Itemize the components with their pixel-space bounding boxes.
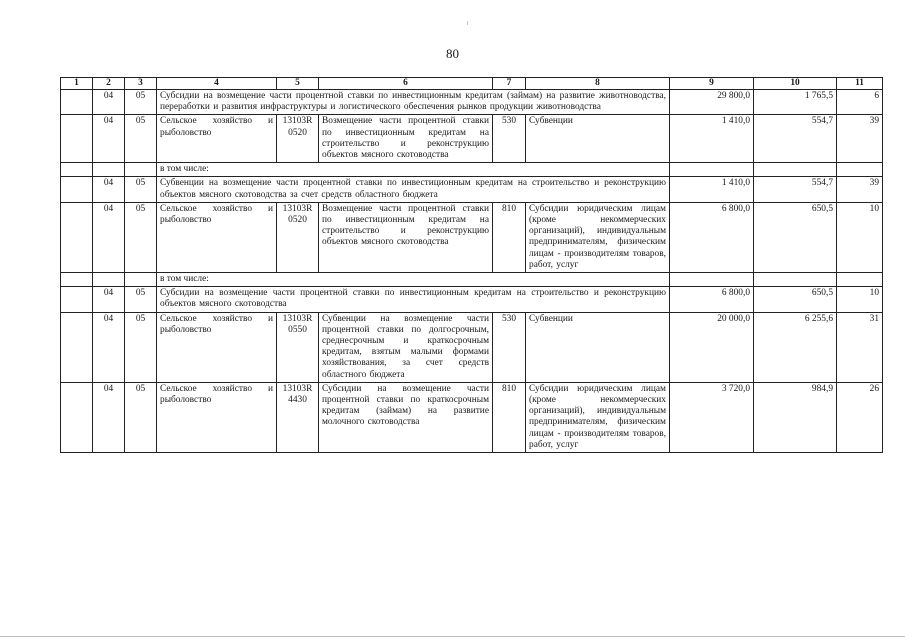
table-row [61,90,883,115]
cell-empty [125,163,157,177]
header-cell-5: 5 [277,78,319,90]
cell-plan-amount: 3 720,0 [670,382,754,452]
cell-subsection: 05 [125,287,157,312]
cell-plan-amount: 6 800,0 [670,202,754,272]
cell-section-name: Сельское хозяйство и рыболовство [157,312,277,382]
cell-empty [670,163,754,177]
cell-empty [61,163,93,177]
header-cell-4: 4 [157,78,277,90]
cell-actual-amount: 554,7 [754,115,837,163]
cell-section: 04 [93,287,125,312]
cell-subsection: 05 [125,115,157,163]
cell-empty [61,312,93,382]
cell-section: 04 [93,177,125,202]
cell-section-name: Сельское хозяйство и рыболовство [157,202,277,272]
header-cell-10: 10 [754,78,837,90]
budget-table [60,77,883,453]
cell-empty [754,163,837,177]
cell-subsection: 05 [125,312,157,382]
cell-section-name: Сельское хозяйство и рыболовство [157,382,277,452]
cell-target-name: Возмещение части процентной ставки по инвестиционным кредитам на строительство и реконструкцию объектов мясного скотоводства [319,115,493,163]
header-cell-9: 9 [670,78,754,90]
cell-description: Субсидии на возмещение части процентной ставки по инвестиционным кредитам (займам) на развитие животноводства, переработки и развития инфраструктуры и логистического обеспечения рынков продукции животноводства [157,90,670,115]
cell-section: 04 [93,382,125,452]
table-row [61,115,883,163]
cell-empty [61,202,93,272]
cell-empty [754,273,837,287]
header-cell-2: 2 [93,78,125,90]
table-row [61,287,883,312]
cell-empty [125,273,157,287]
cell-empty [93,163,125,177]
cell-empty [93,273,125,287]
header-cell-11: 11 [837,78,883,90]
cell-actual-amount: 650,5 [754,287,837,312]
table-row [61,163,883,177]
cell-empty [670,273,754,287]
cell-percent: 10 [837,202,883,272]
cell-actual-amount: 1 765,5 [754,90,837,115]
cell-empty [61,273,93,287]
cell-subsection: 05 [125,382,157,452]
cell-section: 04 [93,90,125,115]
table-row [61,177,883,202]
cell-plan-amount: 1 410,0 [670,115,754,163]
cell-plan-amount: 1 410,0 [670,177,754,202]
cell-target-name: Субсидии на возмещение части процентной ставки по краткосрочным кредитам (займам) на развитие молочного скотоводства [319,382,493,452]
cell-target-code: 13103R 4430 [277,382,319,452]
cell-percent: 10 [837,287,883,312]
cell-empty [61,382,93,452]
cell-section: 04 [93,202,125,272]
cell-empty [61,115,93,163]
subtotal-label: в том числе: [157,273,670,287]
cell-target-name: Возмещение части процентной ставки по инвестиционным кредитам на строительство и реконструкцию объектов мясного скотоводства [319,202,493,272]
header-cell-6: 6 [319,78,493,90]
scan-mark [467,21,468,25]
cell-section: 04 [93,115,125,163]
scan-edge [0,636,905,637]
cell-percent: 31 [837,312,883,382]
cell-expense-code: 530 [493,312,526,382]
cell-target-code: 13103R 0550 [277,312,319,382]
header-cell-3: 3 [125,78,157,90]
header-cell-1: 1 [61,78,93,90]
header-row [61,78,883,90]
cell-expense-type: Субсидии юридическим лицам (кроме некоммерческих организаций), индивидуальным предпринимателям, физическим лицам - производителям товаров, работ, услуг [526,202,670,272]
header-cell-7: 7 [493,78,526,90]
cell-expense-code: 810 [493,382,526,452]
cell-description: Субвенции на возмещение части процентной ставки по инвестиционным кредитам на строительство и реконструкцию объектов мясного скотоводства за счет средств областного бюджета [157,177,670,202]
cell-plan-amount: 29 800,0 [670,90,754,115]
cell-subsection: 05 [125,90,157,115]
header-cell-8: 8 [526,78,670,90]
cell-percent: 26 [837,382,883,452]
cell-target-code: 13103R 0520 [277,202,319,272]
cell-expense-code: 810 [493,202,526,272]
table-row [61,202,883,272]
cell-actual-amount: 984,9 [754,382,837,452]
cell-empty [837,163,883,177]
cell-section-name: Сельское хозяйство и рыболовство [157,115,277,163]
cell-subsection: 05 [125,177,157,202]
cell-description: Субсидии на возмещение части процентной ставки по инвестиционным кредитам на строительство и реконструкцию объектов мясного скотоводства [157,287,670,312]
cell-percent: 39 [837,177,883,202]
cell-percent: 6 [837,90,883,115]
subtotal-label: в том числе: [157,163,670,177]
cell-empty [61,287,93,312]
cell-actual-amount: 650,5 [754,202,837,272]
table-row [61,273,883,287]
cell-target-name: Субвенции на возмещение части процентной ставки по долгосрочным, среднесрочным и краткосрочным кредитам, взятым малыми формами хозяйствования, за счет средств областного бюджета [319,312,493,382]
cell-empty [837,273,883,287]
cell-plan-amount: 20 000,0 [670,312,754,382]
cell-target-code: 13103R 0520 [277,115,319,163]
page-number: 80 [446,46,459,61]
cell-plan-amount: 6 800,0 [670,287,754,312]
cell-expense-type: Субвенции [526,312,670,382]
table-row [61,382,883,452]
cell-expense-type: Субсидии юридическим лицам (кроме некоммерческих организаций), индивидуальным предпринимателям, физическим лицам - производителям товаров, работ, услуг [526,382,670,452]
cell-expense-code: 530 [493,115,526,163]
cell-empty [61,90,93,115]
cell-empty [61,177,93,202]
cell-subsection: 05 [125,202,157,272]
cell-actual-amount: 554,7 [754,177,837,202]
cell-expense-type: Субвенции [526,115,670,163]
table-row [61,312,883,382]
cell-section: 04 [93,312,125,382]
cell-percent: 39 [837,115,883,163]
cell-actual-amount: 6 255,6 [754,312,837,382]
